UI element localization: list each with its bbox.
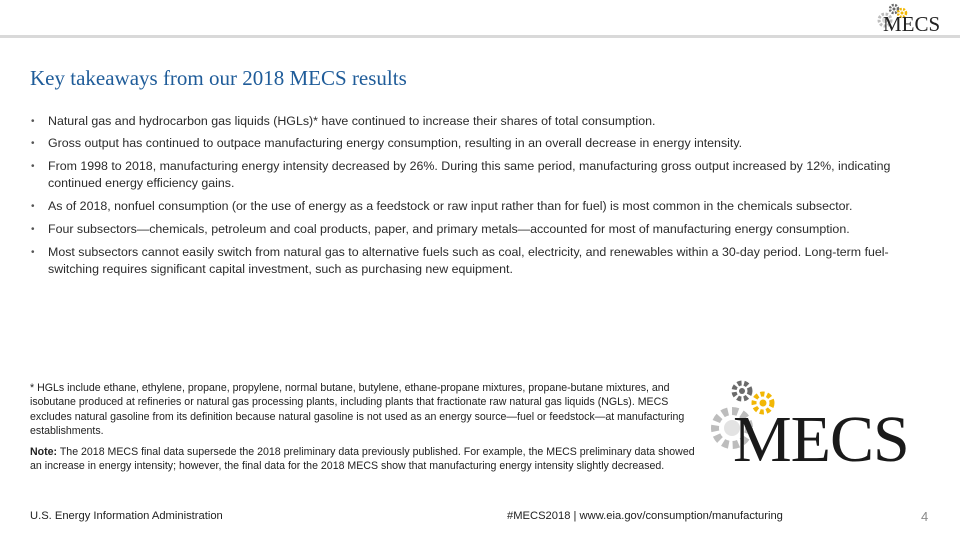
takeaways-list [30,113,915,278]
takeaway-text: Gross output has continued to outpace manufacturing energy consumption, resulting in an overall decrease in energy intensity. [48,136,743,150]
mecs-logo-text: MECS [733,403,909,476]
takeaway-item [30,158,915,192]
gear-dark-large-icon [734,383,750,399]
header-rule [0,35,960,38]
data-note [30,445,695,474]
mecs-logo [705,378,930,478]
footer-agency: U.S. Energy Information Administration [30,510,223,522]
takeaway-text: Most subsectors cannot easily switch from natural gas to alternative fuels such as coal, electricity, and renewables within a 30-day period. Long-term fuel-switching requires significant capital investment, such as purchasing new equipment. [48,245,889,276]
bullet-dot: • [31,116,35,127]
takeaway-text: Natural gas and hydrocarbon gas liquids (HGLs)* have continued to increase their shares of total consumption. [48,114,656,128]
footer-link[interactable]: #MECS2018 | www.eia.gov/consumption/manufacturing [507,510,783,522]
takeaway-text: As of 2018, nonfuel consumption (or the use of energy as a feedstock or raw input rather than for fuel) is most common in the chemicals subsector. [48,199,853,213]
header-logo [875,2,955,36]
note-label: Note: [30,446,58,458]
bullet-dot: • [31,161,35,172]
hgl-footnote: * HGLs include ethane, ethylene, propane, propylene, normal butane, butylene, ethane-propane mixtures, propane-butane mixtures, and isobutane produced at refineries or natural gas processing plants, including plants that fractionate raw natural gas liquids (NGLs). MECS excludes natural gasoline from its definition because natural gasoline is not used as an energy source—fuel or feedstock—at manufacturing establishments. [30,382,685,437]
page-number: 4 [921,509,929,524]
slide-title: Key takeaways from our 2018 MECS results [30,66,407,90]
bullet-dot: • [31,247,35,258]
takeaway-text: Four subsectors—chemicals, petroleum and coal products, paper, and primary metals—accounted for most of manufacturing energy consumption. [48,222,850,236]
header-logo-text: MECS [883,12,941,36]
takeaway-item [30,113,915,130]
takeaway-item [30,198,915,215]
bullet-dot: • [31,201,35,212]
takeaway-item [30,135,915,152]
takeaway-text: From 1998 to 2018, manufacturing energy intensity decreased by 26%. During this same period, manufacturing gross output increased by 12%, indicating continued energy efficiency gains. [48,159,891,190]
bullet-dot: • [31,224,35,235]
note-text: The 2018 MECS final data supersede the 2018 preliminary data previously published. For example, the MECS preliminary data showed an increase in energy intensity; however, the final data for the 2018 MECS show that manufacturing energy intensity slightly decreased. [30,446,695,473]
takeaway-item [30,244,915,278]
bullet-dot: • [31,138,35,149]
takeaway-item [30,221,915,238]
